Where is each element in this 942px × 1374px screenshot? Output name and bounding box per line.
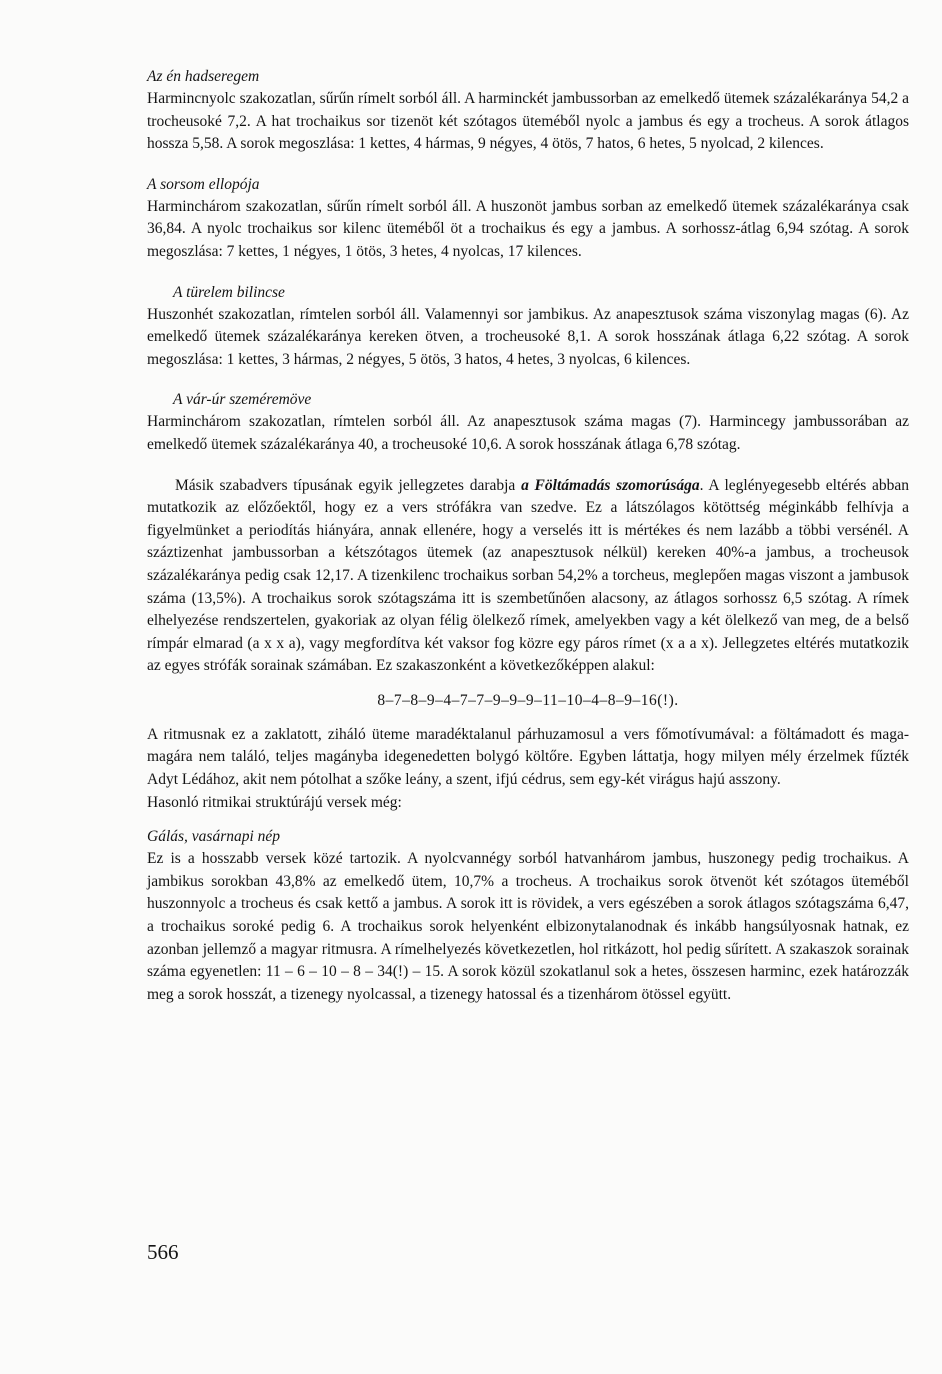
section-body: Ez is a hosszabb versek közé tartozik. A nyolcvannégy sorból hatvanhárom jambus, huszonegy pedig trochaikus. A jambikus sorokban 43,8% az emelkedő ütem, 10,7% a trocheus. A trochaikus sorok ötvenöt két szótagos üteméből huszonnyolc a trocheus és csak kettő a jambus. A sorok itt is rövidek, a vers egészében a sorok átlagos szótagszáma 6,47, a trochaikus soroké pedig 6. A trochaikus sorok helyenként elbizonytalanodnak és inkább hangsúlyosnak hatnak, ez azonban jellemző a magyar ritmusra. A rímelhelyezés következetlen, hol ritkázott, hol pedig sűrített. A szakaszok sorainak száma egyenetlen: 11 – 6 – 10 – 8 – 34(!) – 15. A sorok közül szokatlanul sok a hetes, összesen harminc, ezek határozzák meg a sorok hosszát, a tizenegy nyolcassal, a tizenegy hatossal és a tizenhárom ötössel együtt. — [147, 850, 909, 1003]
main-paragraph — [147, 475, 909, 678]
stanza-line-count-formula: 8–7–8–9–4–7–7–9–9–9–11–10–4–8–9–16(!). — [377, 691, 679, 709]
main-paragraph-intro: Másik szabadvers típusának egyik jellegzetes darabja — [175, 476, 522, 494]
page-number: 566 — [147, 1240, 179, 1264]
similar-poems-line: Hasonló ritmikai struktúrájú versek még: — [147, 793, 402, 811]
main-paragraph-text: . A leglényegesebb eltérés abban mutatkozik az előzőektől, hogy ez a vers strófákra van szedve. Ez a látszólagos kötöttség méginkább felhívja a figyelmünket a periodítás hiányára, annak ellenére, hogy a verselés itt is mértékes és nem lazább a többi versénél. A száztizenhat jambussorban a kétszótagos ütemek (az anapesztusok nélkül) kereken 40%-a jambus, a trocheusok százalékaránya pedig csak 12,17. A tizenkilenc trochaikus sorban 54,2% a torcheus, meglepően magas viszont a jambusok száma (13,5%). A trochaikus sorok szótagszáma itt is szembetűnően alacsony, az átlagos sorhossz 6,5 szótag. A rímek elhelyezése rendszertelen, gyakoriak az olyan félig ölelkező rímek, amelyekben vagy a két ölelkező van meg, de a belső rímpár elmarad (a x x a), vagy megfordítva két vaksor fog közre egy páros rímet (x a a x). Jellegzetes eltérés mutatkozik az egyes strófák sorainak számában. Ez szakaszonként a következőképpen alakul: — [147, 476, 909, 675]
section-title: A sorsom ellopója — [147, 175, 260, 193]
section-body: Harminchárom szakozatlan, sűrűn rímelt sorból áll. A huszonöt jambus sorban az emelkedő ütemek százalékaránya csak 36,84. A nyolc trochaikus sor kilenc üteméből öt a trochaikus és egy a jambus. A sorhossz-átlag 6,94 szótag. A sorok megoszlása: 7 kettes, 1 négyes, 1 ötös, 3 hetes, 4 nyolcas, 17 kilences. — [147, 197, 909, 260]
section-body: Harmincnyolc szakozatlan, sűrűn rímelt sorból áll. A harminckét jambussorban az emelkedő ütemek százalékaránya 54,2 a trocheusoké 7,2. A hat trochaikus sor tizenöt két szótagos üteméből nyolc a jambus és egy a trocheus. A sorok átlagos hossza 5,58. A sorok megoszlása: 1 kettes, 4 hármas, 9 négyes, 4 ötös, 7 hatos, 6 hetes, 5 nyolcad, 2 kilences. — [147, 90, 909, 153]
text-column — [147, 66, 909, 1006]
rhythm-paragraph: A ritmusnak ez a zaklatott, ziháló üteme maradéktalanul párhuzamosul a vers főmotívumával: a föltámadott és maga-magára nem találó, teljes magányba idegenedetten bolygó költőre. Egyben láttatja, hogy milyen mély érzelmek fűzték Adyt Lédához, akit nem pótolhat a szőke leány, a szent, ifjú cédrus, sem egy-két virágus hajú asszony. — [147, 725, 909, 789]
section-title: Gálás, vasárnapi nép — [147, 828, 281, 846]
poem-title-reference: a Föltámadás szomorúsága — [521, 476, 700, 494]
section-title: A vár-úr szeméremöve — [173, 391, 312, 409]
section-body: Harminchárom szakozatlan, rímtelen sorból áll. Az anapesztusok száma magas (7). Harmincegy jambussorában az emelkedő ütemek százalékaránya 40, a trocheusoké 10,6. A sorok hosszának átlaga 6,78 szótag. — [147, 413, 909, 453]
section-title: A türelem bilincse — [173, 283, 285, 301]
section-body: Huszonhét szakozatlan, rímtelen sorból áll. Valamennyi sor jambikus. Az anapesztusok száma viszonylag magas (6). Az emelkedő ütemek százalékaránya kereken ötven, a trocheusoké 8,1. A sorok hosszának átlaga 6,22 szótag. A sorok megoszlása: 1 kettes, 3 hármas, 2 négyes, 5 ötös, 3 hatos, 4 hetes, 3 nyolcas, 6 kilences. — [147, 305, 909, 368]
section-title: Az én hadseregem — [147, 68, 260, 85]
